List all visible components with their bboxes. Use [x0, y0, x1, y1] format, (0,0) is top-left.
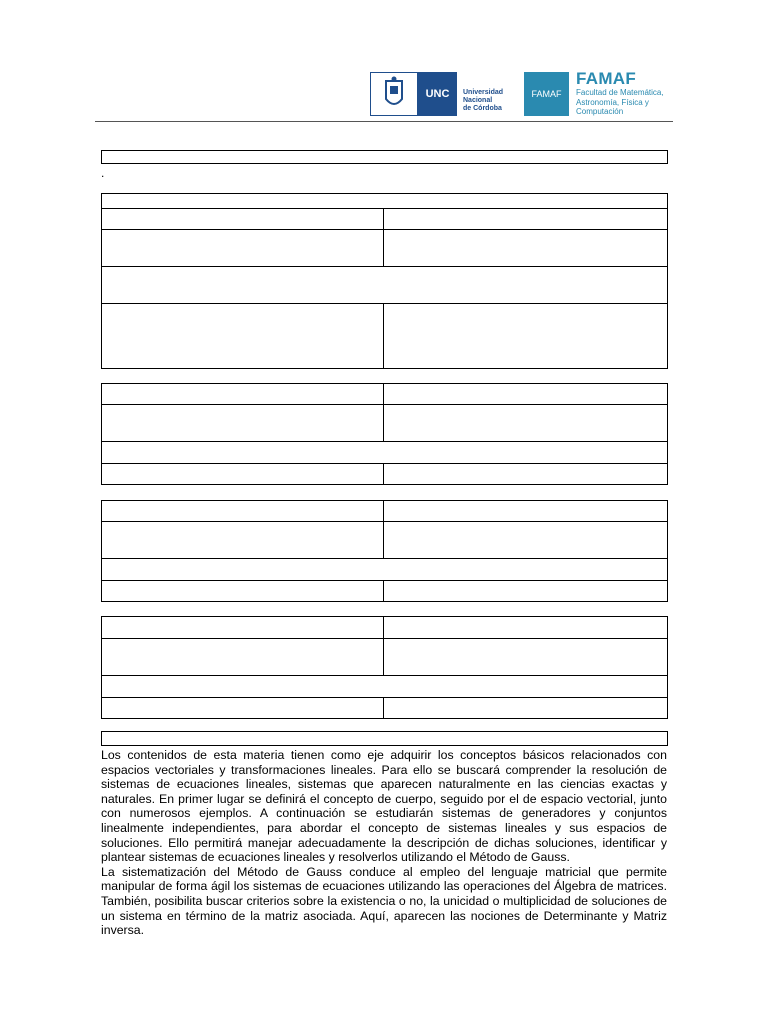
marker-dot: .: [101, 166, 105, 180]
info-table-1: [101, 193, 668, 369]
unc-name-line1: Universidad: [463, 89, 504, 96]
header-rule: [95, 121, 673, 122]
table3-rule: [101, 558, 668, 559]
section-header-box: [101, 731, 668, 746]
table3-rule: [101, 521, 668, 522]
table4-rule: [101, 675, 668, 676]
table2-rule: [101, 404, 668, 405]
table3-divider: [383, 500, 384, 558]
famaf-sub-line3: Computación: [576, 107, 624, 116]
paragraph-1: Los contenidos de esta materia tienen como eje adquirir los conceptos básicos relacionados con espacios vectoriales y transformaciones lineales. Para ello se buscará comprender la resolución de sistemas de ecuaciones lineales, sistemas que aparecen naturalmente en las ciencias exactas y naturales. En primer lugar se definirá el concepto de cuerpo, seguido por el de espacio vectorial, junto con numerosos ejemplos. A continuación se estudiarán sistemas de generadores y conjuntos linealmente independientes, para abordar el concepto de sistemas lineales y sus espacios de soluciones. Ello permitirá manejar adecuadamente la descripción de dichas soluciones, identificar y plantear sistemas de ecuaciones lineales y resolverlos utilizando el Método de Gauss.: [101, 748, 667, 865]
table1-divider: [383, 303, 384, 369]
table2-rule: [101, 463, 668, 464]
paragraph-2: La sistematización del Método de Gauss conduce al empleo del lenguaje matricial que permite manipular de forma ágil los sistemas de ecuaciones utilizando las operaciones del Álgebra de matrices. También, posibilita buscar criterios sobre la existencia o no, la unicidad o multiplicidad de soluciones de un sistema en término de la matriz asociada. Aquí, aparecen las nociones de Determinante y Matriz inversa.: [101, 864, 667, 938]
famaf-title: FAMAF: [576, 69, 637, 88]
table1-rule: [101, 208, 668, 209]
famaf-logo: FAMAF: [524, 72, 569, 116]
table1-rule: [101, 303, 668, 304]
table1-rule: [101, 229, 668, 230]
table4-rule: [101, 638, 668, 639]
title-box: [101, 150, 668, 164]
table2-divider: [383, 463, 384, 485]
famaf-subtitle: [576, 88, 664, 117]
table1-divider: [383, 208, 384, 266]
table4-divider: [383, 697, 384, 719]
unc-name: [463, 89, 503, 113]
table2-rule: [101, 441, 668, 442]
unc-name-line3: de Córdoba: [463, 105, 502, 112]
info-table-2: [101, 383, 668, 485]
table2-divider: [383, 383, 384, 441]
famaf-sub-line2: Astronomía, Física y: [576, 97, 649, 107]
unc-name-line2: Nacional: [463, 97, 493, 104]
table1-rule: [101, 266, 668, 267]
info-table-3: [101, 500, 668, 602]
table3-divider: [383, 580, 384, 602]
description-text: [101, 748, 667, 938]
table4-rule: [101, 697, 668, 698]
table4-divider: [383, 616, 384, 675]
info-table-4: [101, 616, 668, 719]
unc-shield-logo: [370, 72, 418, 116]
table3-rule: [101, 580, 668, 581]
unc-logo: UNC: [418, 72, 457, 116]
famaf-sub-line1: Facultad de Matemática,: [576, 88, 664, 97]
